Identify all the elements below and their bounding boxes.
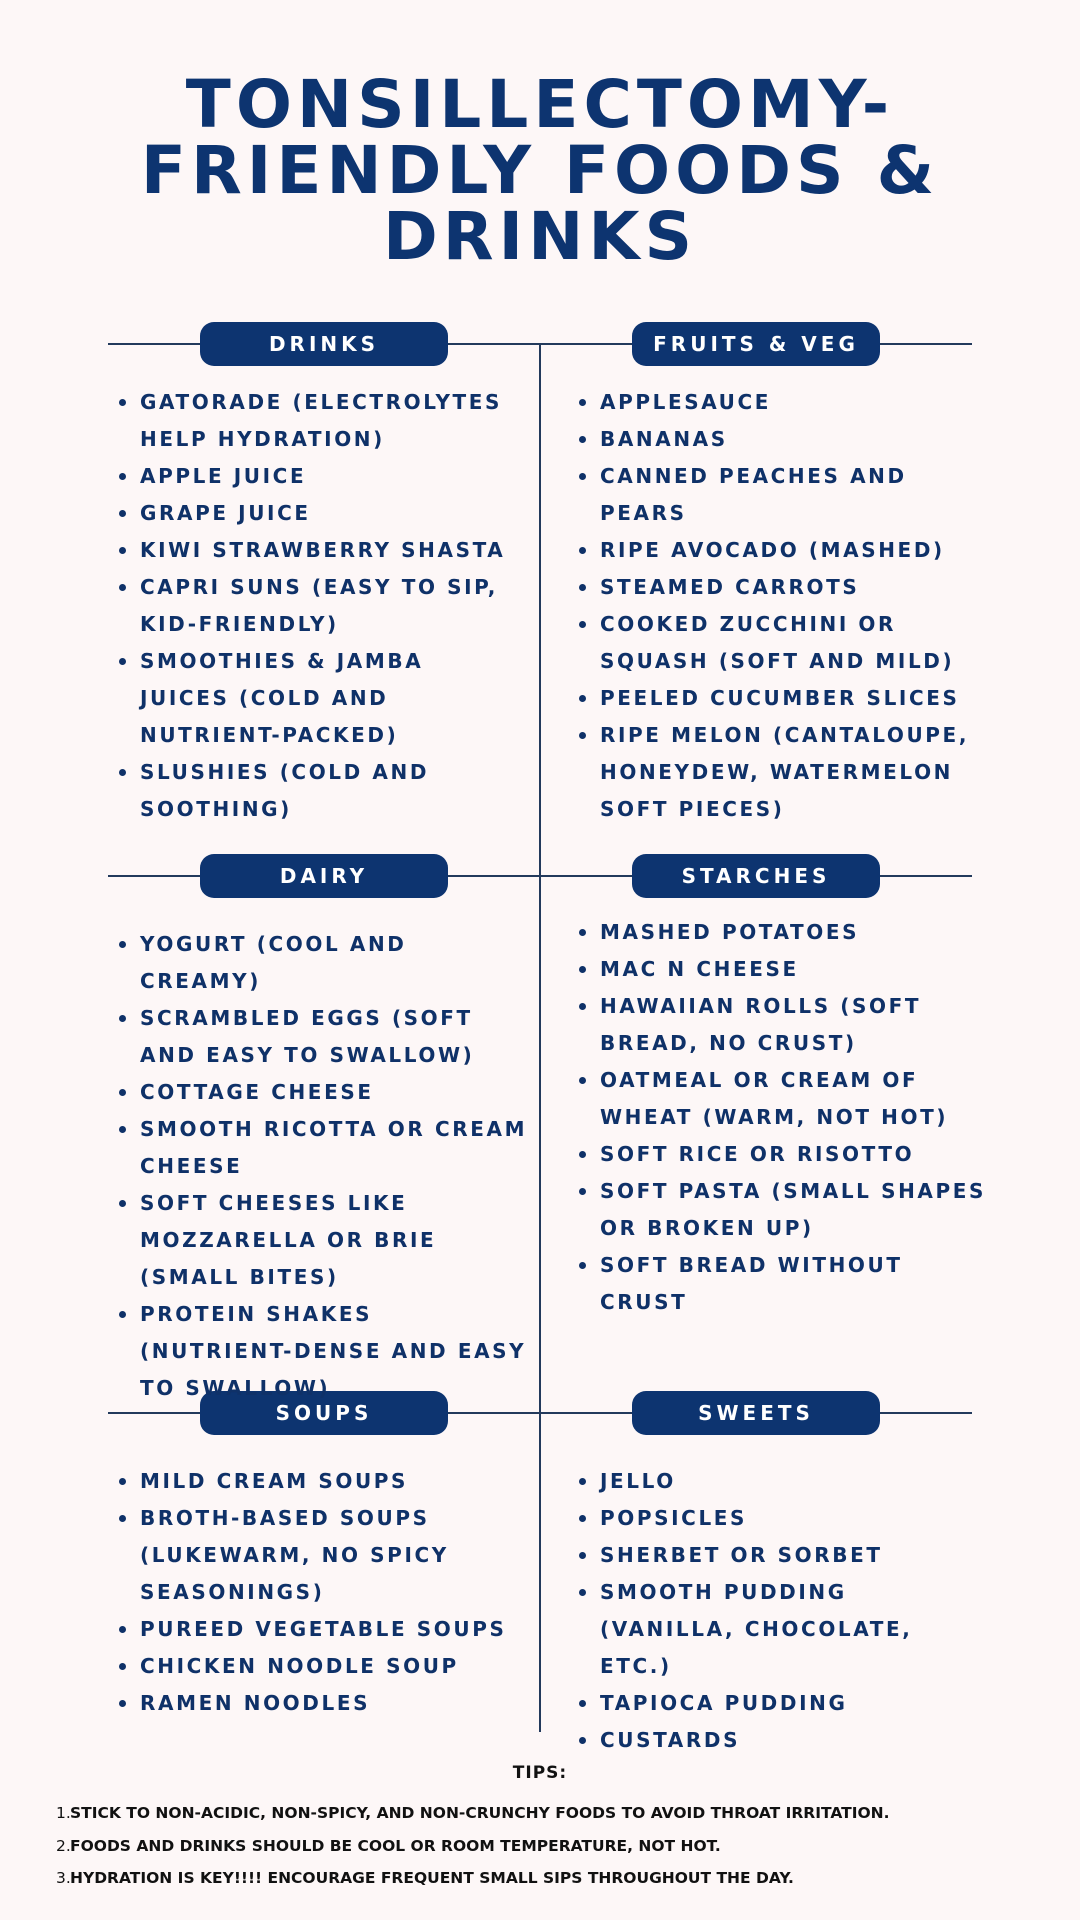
dairy-list bbox=[118, 926, 530, 1407]
list-item: TAPIOCA PUDDING bbox=[578, 1685, 988, 1722]
drinks-list bbox=[118, 384, 518, 828]
section-header-fruits-veg: FRUITS & VEG bbox=[632, 322, 880, 366]
list-item: APPLESAUCE bbox=[578, 384, 978, 421]
list-item: JELLO bbox=[578, 1463, 988, 1500]
list-item: PEELED CUCUMBER SLICES bbox=[578, 680, 978, 717]
list-item: POPSICLES bbox=[578, 1500, 988, 1537]
section-header-sweets: SWEETS bbox=[632, 1391, 880, 1435]
column-divider bbox=[539, 344, 541, 1732]
section-header-dairy: DAIRY bbox=[200, 854, 448, 898]
list-item: SMOOTH RICOTTA OR CREAM CHEESE bbox=[118, 1111, 530, 1185]
list-item: HAWAIIAN ROLLS (SOFT BREAD, NO CRUST) bbox=[578, 988, 988, 1062]
section-header-starches: STARCHES bbox=[632, 854, 880, 898]
list-item: COOKED ZUCCHINI OR SQUASH (SOFT AND MILD) bbox=[578, 606, 978, 680]
list-item: GRAPE JUICE bbox=[118, 495, 518, 532]
list-item: BROTH-BASED SOUPS (LUKEWARM, NO SPICY SEASONINGS) bbox=[118, 1500, 518, 1611]
list-item: RIPE MELON (CANTALOUPE, HONEYDEW, WATERMELON SOFT PIECES) bbox=[578, 717, 978, 828]
list-item: SCRAMBLED EGGS (SOFT AND EASY TO SWALLOW) bbox=[118, 1000, 530, 1074]
list-item: SMOOTH PUDDING (VANILLA, CHOCOLATE, ETC.) bbox=[578, 1574, 988, 1685]
title-line-3: DRINKS bbox=[382, 198, 698, 275]
list-item: SOFT CHEESES LIKE MOZZARELLA OR BRIE (SMALL BITES) bbox=[118, 1185, 530, 1296]
tip-number: 1. bbox=[56, 1804, 71, 1822]
soups-list bbox=[118, 1463, 518, 1722]
list-item: CANNED PEACHES AND PEARS bbox=[578, 458, 978, 532]
list-item: PUREED VEGETABLE SOUPS bbox=[118, 1611, 518, 1648]
list-item: YOGURT (COOL AND CREAMY) bbox=[118, 926, 530, 1000]
list-item: STEAMED CARROTS bbox=[578, 569, 978, 606]
tips-heading: TIPS: bbox=[512, 1763, 568, 1783]
tip-text: HYDRATION IS KEY!!!! ENCOURAGE FREQUENT SMALL SIPS THROUGHOUT THE DAY. bbox=[70, 1869, 794, 1887]
list-item: KIWI STRAWBERRY SHASTA bbox=[118, 532, 518, 569]
starches-list bbox=[578, 914, 988, 1321]
list-item: GATORADE (ELECTROLYTES HELP HYDRATION) bbox=[118, 384, 518, 458]
tip-number: 3. bbox=[56, 1869, 71, 1887]
list-item: RIPE AVOCADO (MASHED) bbox=[578, 532, 978, 569]
list-item: MILD CREAM SOUPS bbox=[118, 1463, 518, 1500]
sweets-list bbox=[578, 1463, 988, 1759]
list-item: CAPRI SUNS (EASY TO SIP, KID-FRIENDLY) bbox=[118, 569, 518, 643]
list-item: SHERBET OR SORBET bbox=[578, 1537, 988, 1574]
title-line-1: TONSILLECTOMY- bbox=[185, 66, 895, 143]
list-item: OATMEAL OR CREAM OF WHEAT (WARM, NOT HOT) bbox=[578, 1062, 988, 1136]
section-header-drinks: DRINKS bbox=[200, 322, 448, 366]
list-item: APPLE JUICE bbox=[118, 458, 518, 495]
section-header-soups: SOUPS bbox=[200, 1391, 448, 1435]
tips-list bbox=[56, 1797, 890, 1895]
list-item: CUSTARDS bbox=[578, 1722, 988, 1759]
tip-number: 2. bbox=[56, 1836, 71, 1855]
list-item: RAMEN NOODLES bbox=[118, 1685, 518, 1722]
fruits-veg-list bbox=[578, 384, 978, 828]
list-item: MAC N CHEESE bbox=[578, 951, 988, 988]
title-line-2: FRIENDLY FOODS & bbox=[140, 132, 940, 209]
list-item: CHICKEN NOODLE SOUP bbox=[118, 1648, 518, 1685]
list-item: SLUSHIES (COLD AND SOOTHING) bbox=[118, 754, 518, 828]
list-item: SMOOTHIES & JAMBA JUICES (COLD AND NUTRIENT-PACKED) bbox=[118, 643, 518, 754]
list-item: SOFT RICE OR RISOTTO bbox=[578, 1136, 988, 1173]
tip-text: FOODS AND DRINKS SHOULD BE COOL OR ROOM TEMPERATURE, NOT HOT. bbox=[70, 1836, 721, 1855]
tip-text: STICK TO NON-ACIDIC, NON-SPICY, AND NON-CRUNCHY FOODS TO AVOID THROAT IRRITATION. bbox=[70, 1804, 890, 1822]
list-item: BANANAS bbox=[578, 421, 978, 458]
list-item: PROTEIN SHAKES (NUTRIENT-DENSE AND EASY TO SWALLOW) bbox=[118, 1296, 530, 1407]
page-title bbox=[0, 66, 1080, 275]
list-item: SOFT PASTA (SMALL SHAPES OR BROKEN UP) bbox=[578, 1173, 988, 1247]
list-item: MASHED POTATOES bbox=[578, 914, 988, 951]
list-item: SOFT BREAD WITHOUT CRUST bbox=[578, 1247, 988, 1321]
tip-item bbox=[56, 1797, 890, 1830]
tip-item bbox=[56, 1830, 890, 1863]
list-item: COTTAGE CHEESE bbox=[118, 1074, 530, 1111]
tip-item bbox=[56, 1862, 890, 1895]
